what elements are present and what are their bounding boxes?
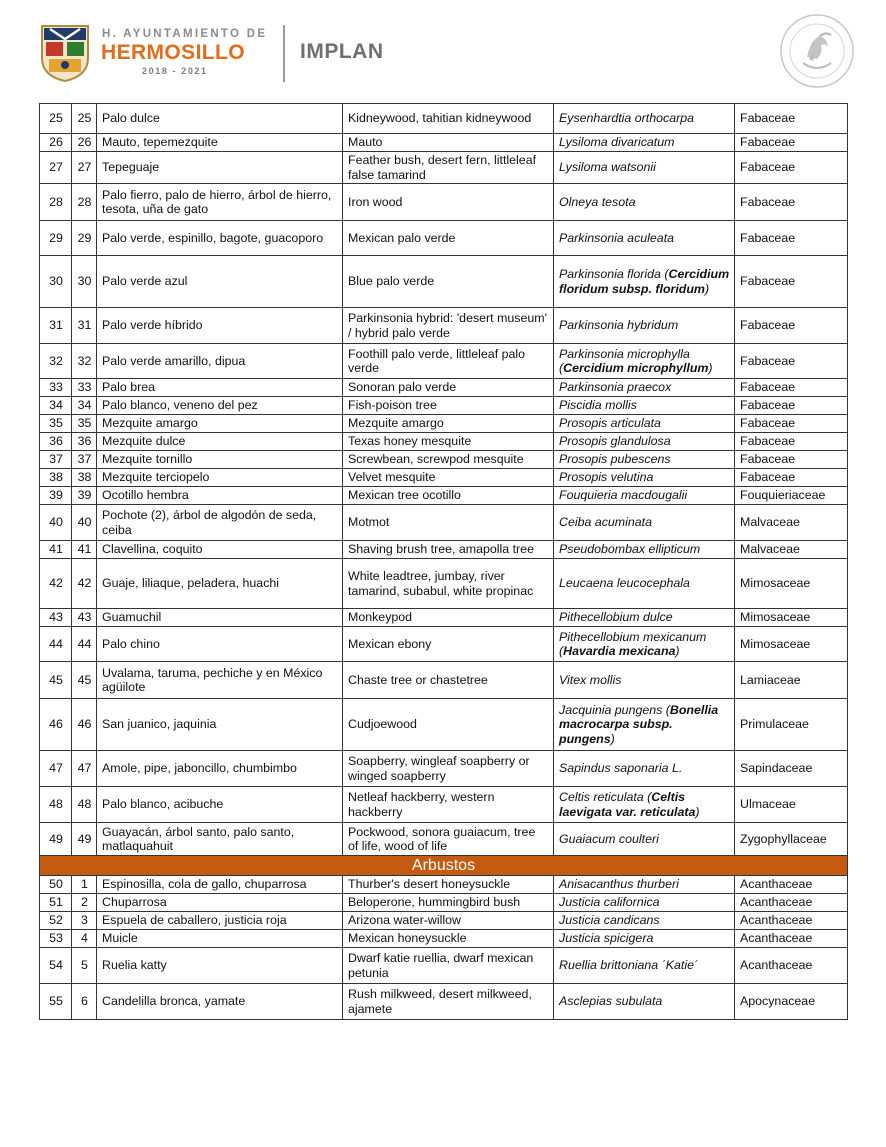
row-number-cell: 1 xyxy=(72,876,97,894)
scientific-name: Olneya tesota xyxy=(559,194,636,209)
row-number-cell: 3 xyxy=(72,912,97,930)
row-number-cell: 47 xyxy=(72,751,97,787)
scientific-name-cell xyxy=(554,559,735,609)
scientific-name: Justicia californica xyxy=(559,895,660,910)
table-row xyxy=(40,876,848,894)
row-id-cell: 27 xyxy=(40,152,72,184)
scientific-name-cell xyxy=(554,221,735,256)
family-cell: Fabaceae xyxy=(735,451,848,469)
row-number-cell: 25 xyxy=(72,104,97,134)
english-name-cell: Pockwood, sonora guaiacum, tree of life, wood of life xyxy=(343,823,554,856)
row-number-cell: 31 xyxy=(72,308,97,344)
row-number-cell: 48 xyxy=(72,787,97,823)
row-number-cell: 39 xyxy=(72,487,97,505)
table-row xyxy=(40,469,848,487)
english-name-cell: Feather bush, desert fern, littleleaf false tamarind xyxy=(343,152,554,184)
family-cell: Fabaceae xyxy=(735,379,848,397)
table-row xyxy=(40,751,848,787)
family-cell: Zygophyllaceae xyxy=(735,823,848,856)
scientific-name-cell xyxy=(554,451,735,469)
section-title: Arbustos xyxy=(40,856,848,876)
scientific-name: Lysiloma watsonii xyxy=(559,160,656,175)
row-id-cell: 35 xyxy=(40,415,72,433)
scientific-name-cell xyxy=(554,256,735,308)
scientific-name: Parkinsonia florida ( xyxy=(559,267,669,282)
family-cell: Primulaceae xyxy=(735,699,848,751)
table-row xyxy=(40,894,848,912)
scientific-name-cell xyxy=(554,104,735,134)
scientific-name-cell xyxy=(554,379,735,397)
english-name-cell: Arizona water-willow xyxy=(343,912,554,930)
common-name-cell: Mauto, tepemezquite xyxy=(97,134,343,152)
scientific-name: Guaiacum coulteri xyxy=(559,831,659,846)
scientific-name-cell xyxy=(554,487,735,505)
family-cell: Fabaceae xyxy=(735,469,848,487)
table-row xyxy=(40,134,848,152)
family-cell: Fabaceae xyxy=(735,397,848,415)
implan-logo: IMPLAN xyxy=(300,40,384,63)
family-cell: Sapindaceae xyxy=(735,751,848,787)
common-name-cell: Palo blanco, acibuche xyxy=(97,787,343,823)
plant-species-table xyxy=(39,103,848,1020)
common-name-cell: Palo verde híbrido xyxy=(97,308,343,344)
family-cell: Malvaceae xyxy=(735,505,848,541)
english-name-cell: Mexican tree ocotillo xyxy=(343,487,554,505)
scientific-name-cell xyxy=(554,415,735,433)
common-name-cell: Mezquite amargo xyxy=(97,415,343,433)
row-number-cell: 27 xyxy=(72,152,97,184)
english-name-cell: Mezquite amargo xyxy=(343,415,554,433)
scientific-synonym-close: ) xyxy=(695,804,700,819)
scientific-name: Prosopis pubescens xyxy=(559,452,671,467)
english-name-cell: Kidneywood, tahitian kidneywood xyxy=(343,104,554,134)
scientific-name: Vitex mollis xyxy=(559,672,622,687)
row-id-cell: 34 xyxy=(40,397,72,415)
scientific-name-cell xyxy=(554,984,735,1020)
table-row xyxy=(40,379,848,397)
scientific-name: Ruellia brittoniana ´Katie´ xyxy=(559,958,699,973)
table-row xyxy=(40,256,848,308)
row-id-cell: 28 xyxy=(40,184,72,221)
row-id-cell: 43 xyxy=(40,609,72,627)
row-number-cell: 34 xyxy=(72,397,97,415)
row-id-cell: 29 xyxy=(40,221,72,256)
english-name-cell: Blue palo verde xyxy=(343,256,554,308)
table-row xyxy=(40,948,848,984)
row-id-cell: 36 xyxy=(40,433,72,451)
row-id-cell: 37 xyxy=(40,451,72,469)
scientific-name-cell xyxy=(554,308,735,344)
english-name-cell: Beloperone, hummingbird bush xyxy=(343,894,554,912)
row-id-cell: 30 xyxy=(40,256,72,308)
row-number-cell: 44 xyxy=(72,627,97,662)
table-row xyxy=(40,541,848,559)
row-number-cell: 26 xyxy=(72,134,97,152)
scientific-name-cell xyxy=(554,787,735,823)
table-row xyxy=(40,487,848,505)
scientific-name-cell xyxy=(554,134,735,152)
english-name-cell: Rush milkweed, desert milkweed, ajamete xyxy=(343,984,554,1020)
family-cell: Acanthaceae xyxy=(735,930,848,948)
table-row xyxy=(40,344,848,379)
scientific-name: Anisacanthus thurberi xyxy=(559,877,679,892)
family-cell: Fabaceae xyxy=(735,134,848,152)
table-row xyxy=(40,505,848,541)
scientific-name-cell xyxy=(554,662,735,699)
scientific-name: Fouquieria macdougalii xyxy=(559,488,688,503)
page-header xyxy=(0,0,886,100)
scientific-synonym-close: ) xyxy=(610,731,615,746)
family-cell: Apocynaceae xyxy=(735,984,848,1020)
common-name-cell: Chuparrosa xyxy=(97,894,343,912)
row-number-cell: 45 xyxy=(72,662,97,699)
row-id-cell: 44 xyxy=(40,627,72,662)
english-name-cell: Sonoran palo verde xyxy=(343,379,554,397)
family-cell: Acanthaceae xyxy=(735,912,848,930)
scientific-name: Asclepias subulata xyxy=(559,994,663,1009)
table-row xyxy=(40,662,848,699)
english-name-cell: Mexican ebony xyxy=(343,627,554,662)
mexican-coat-of-arms-seal-icon xyxy=(779,13,855,89)
english-name-cell: Foothill palo verde, littleleaf palo verde xyxy=(343,344,554,379)
scientific-name: Prosopis glandulosa xyxy=(559,434,671,449)
scientific-synonym: Bonellia macrocarpa subsp. pungens xyxy=(559,702,719,746)
scientific-name-cell xyxy=(554,876,735,894)
common-name-cell: Palo blanco, veneno del pez xyxy=(97,397,343,415)
english-name-cell: Thurber's desert honeysuckle xyxy=(343,876,554,894)
row-number-cell: 42 xyxy=(72,559,97,609)
row-number-cell: 37 xyxy=(72,451,97,469)
family-cell: Lamiaceae xyxy=(735,662,848,699)
scientific-name-cell xyxy=(554,505,735,541)
scientific-name-cell xyxy=(554,627,735,662)
row-id-cell: 53 xyxy=(40,930,72,948)
section-header-row xyxy=(40,856,848,876)
family-cell: Fabaceae xyxy=(735,308,848,344)
row-number-cell: 49 xyxy=(72,823,97,856)
row-number-cell: 5 xyxy=(72,948,97,984)
table-row xyxy=(40,984,848,1020)
scientific-name: Pseudobombax ellipticum xyxy=(559,542,701,557)
english-name-cell: Cudjoewood xyxy=(343,699,554,751)
table-row xyxy=(40,609,848,627)
english-name-cell: Mexican palo verde xyxy=(343,221,554,256)
english-name-cell: Screwbean, screwpod mesquite xyxy=(343,451,554,469)
scientific-synonym: Cercidium microphyllum xyxy=(563,361,709,376)
row-id-cell: 52 xyxy=(40,912,72,930)
english-name-cell: Fish-poison tree xyxy=(343,397,554,415)
table-row xyxy=(40,433,848,451)
common-name-cell: Espinosilla, cola de gallo, chuparrosa xyxy=(97,876,343,894)
scientific-synonym: Havardia mexicana xyxy=(563,644,676,659)
family-cell: Mimosaceae xyxy=(735,627,848,662)
row-number-cell: 6 xyxy=(72,984,97,1020)
row-number-cell: 28 xyxy=(72,184,97,221)
common-name-cell: Mezquite dulce xyxy=(97,433,343,451)
scientific-name-cell xyxy=(554,397,735,415)
scientific-name: Prosopis articulata xyxy=(559,416,661,431)
table-row xyxy=(40,451,848,469)
family-cell: Fabaceae xyxy=(735,104,848,134)
table-row xyxy=(40,104,848,134)
scientific-name: Justicia spicigera xyxy=(559,931,654,946)
family-cell: Fabaceae xyxy=(735,221,848,256)
row-number-cell: 4 xyxy=(72,930,97,948)
family-cell: Fabaceae xyxy=(735,256,848,308)
row-id-cell: 49 xyxy=(40,823,72,856)
english-name-cell: Mexican honeysuckle xyxy=(343,930,554,948)
row-id-cell: 32 xyxy=(40,344,72,379)
scientific-name-cell xyxy=(554,184,735,221)
english-name-cell: Motmot xyxy=(343,505,554,541)
common-name-cell: San juanico, jaquinia xyxy=(97,699,343,751)
common-name-cell: Candelilla bronca, yamate xyxy=(97,984,343,1020)
row-id-cell: 51 xyxy=(40,894,72,912)
table-row xyxy=(40,152,848,184)
row-id-cell: 45 xyxy=(40,662,72,699)
english-name-cell: Dwarf katie ruellia, dwarf mexican petunia xyxy=(343,948,554,984)
table-row xyxy=(40,912,848,930)
family-cell: Fabaceae xyxy=(735,152,848,184)
common-name-cell: Guamuchil xyxy=(97,609,343,627)
table-row xyxy=(40,397,848,415)
common-name-cell: Tepeguaje xyxy=(97,152,343,184)
row-number-cell: 30 xyxy=(72,256,97,308)
row-id-cell: 50 xyxy=(40,876,72,894)
common-name-cell: Amole, pipe, jaboncillo, chumbimbo xyxy=(97,751,343,787)
table-row xyxy=(40,184,848,221)
header-divider xyxy=(283,25,285,82)
row-number-cell: 36 xyxy=(72,433,97,451)
family-cell: Acanthaceae xyxy=(735,876,848,894)
row-number-cell: 43 xyxy=(72,609,97,627)
family-cell: Mimosaceae xyxy=(735,559,848,609)
common-name-cell: Muicle xyxy=(97,930,343,948)
english-name-cell: Velvet mesquite xyxy=(343,469,554,487)
scientific-name: Parkinsonia aculeata xyxy=(559,230,675,245)
city-name: HERMOSILLO xyxy=(101,41,245,64)
scientific-synonym: Cercidium floridum subsp. floridum xyxy=(559,267,730,296)
common-name-cell: Palo chino xyxy=(97,627,343,662)
scientific-name-cell xyxy=(554,930,735,948)
scientific-name: Eysenhardtia orthocarpa xyxy=(559,111,695,126)
row-id-cell: 40 xyxy=(40,505,72,541)
scientific-name: Jacquinia pungens ( xyxy=(559,702,670,717)
scientific-synonym-close: ) xyxy=(675,644,680,659)
english-name-cell: Chaste tree or chastetree xyxy=(343,662,554,699)
common-name-cell: Palo verde amarillo, dipua xyxy=(97,344,343,379)
scientific-synonym-close: ) xyxy=(704,281,710,296)
family-cell: Malvaceae xyxy=(735,541,848,559)
common-name-cell: Mezquite terciopelo xyxy=(97,469,343,487)
row-id-cell: 47 xyxy=(40,751,72,787)
english-name-cell: Netleaf hackberry, western hackberry xyxy=(343,787,554,823)
table-row xyxy=(40,823,848,856)
row-id-cell: 38 xyxy=(40,469,72,487)
table-row xyxy=(40,415,848,433)
scientific-name: Celtis reticulata ( xyxy=(559,790,652,805)
row-id-cell: 46 xyxy=(40,699,72,751)
row-id-cell: 55 xyxy=(40,984,72,1020)
common-name-cell: Palo verde azul xyxy=(97,256,343,308)
scientific-name: Pithecellobium dulce xyxy=(559,610,673,625)
table-row xyxy=(40,930,848,948)
row-id-cell: 33 xyxy=(40,379,72,397)
family-cell: Ulmaceae xyxy=(735,787,848,823)
family-cell: Fouquieriaceae xyxy=(735,487,848,505)
row-number-cell: 33 xyxy=(72,379,97,397)
scientific-name: Justicia candicans xyxy=(559,913,660,928)
scientific-name-cell xyxy=(554,894,735,912)
family-cell: Fabaceae xyxy=(735,415,848,433)
scientific-synonym: Celtis laevigata var. reticulata xyxy=(559,790,696,819)
row-id-cell: 54 xyxy=(40,948,72,984)
scientific-name: Pithecellobium mexicanum ( xyxy=(559,629,707,659)
scientific-name-cell xyxy=(554,469,735,487)
scientific-name-cell xyxy=(554,948,735,984)
scientific-name: Prosopis velutina xyxy=(559,470,654,485)
common-name-cell: Palo fierro, palo de hierro, árbol de hierro, tesota, uña de gato xyxy=(97,184,343,221)
row-id-cell: 31 xyxy=(40,308,72,344)
common-name-cell: Mezquite tornillo xyxy=(97,451,343,469)
scientific-name-cell xyxy=(554,541,735,559)
table-row xyxy=(40,559,848,609)
english-name-cell: White leadtree, jumbay, river tamarind, subabul, white propinac xyxy=(343,559,554,609)
scientific-name: Sapindus saponaria L. xyxy=(559,761,683,776)
row-id-cell: 25 xyxy=(40,104,72,134)
common-name-cell: Palo verde, espinillo, bagote, guacoporo xyxy=(97,221,343,256)
family-cell: Mimosaceae xyxy=(735,609,848,627)
row-number-cell: 40 xyxy=(72,505,97,541)
scientific-name: Parkinsonia hybridum xyxy=(559,318,679,333)
ayuntamiento-label: H. AYUNTAMIENTO DE xyxy=(102,28,268,40)
common-name-cell: Espuela de caballero, justicia roja xyxy=(97,912,343,930)
scientific-name-cell xyxy=(554,823,735,856)
scientific-name: Parkinsonia microphylla ( xyxy=(559,346,690,376)
common-name-cell: Guaje, liliaque, peladera, huachi xyxy=(97,559,343,609)
common-name-cell: Guayacán, árbol santo, palo santo, matlaquahuit xyxy=(97,823,343,856)
row-id-cell: 39 xyxy=(40,487,72,505)
family-cell: Fabaceae xyxy=(735,184,848,221)
administration-years: 2018 - 2021 xyxy=(142,66,208,76)
table-row xyxy=(40,787,848,823)
common-name-cell: Palo dulce xyxy=(97,104,343,134)
common-name-cell: Ruelia katty xyxy=(97,948,343,984)
scientific-name: Parkinsonia praecox xyxy=(559,380,672,395)
english-name-cell: Texas honey mesquite xyxy=(343,433,554,451)
table-row xyxy=(40,627,848,662)
scientific-name-cell xyxy=(554,433,735,451)
scientific-name-cell xyxy=(554,912,735,930)
row-id-cell: 48 xyxy=(40,787,72,823)
common-name-cell: Pochote (2), árbol de algodón de seda, ceiba xyxy=(97,505,343,541)
hermosillo-crest-icon xyxy=(40,24,90,82)
family-cell: Acanthaceae xyxy=(735,948,848,984)
scientific-name: Leucaena leucocephala xyxy=(559,576,690,591)
table-row xyxy=(40,699,848,751)
table-row xyxy=(40,221,848,256)
common-name-cell: Clavellina, coquito xyxy=(97,541,343,559)
scientific-name-cell xyxy=(554,344,735,379)
family-cell: Fabaceae xyxy=(735,344,848,379)
english-name-cell: Shaving brush tree, amapolla tree xyxy=(343,541,554,559)
table-row xyxy=(40,308,848,344)
row-number-cell: 38 xyxy=(72,469,97,487)
scientific-name-cell xyxy=(554,699,735,751)
english-name-cell: Soapberry, wingleaf soapberry or winged soapberry xyxy=(343,751,554,787)
scientific-name: Lysiloma divaricatum xyxy=(559,135,675,150)
scientific-name-cell xyxy=(554,609,735,627)
family-cell: Acanthaceae xyxy=(735,894,848,912)
common-name-cell: Palo brea xyxy=(97,379,343,397)
row-number-cell: 32 xyxy=(72,344,97,379)
row-id-cell: 42 xyxy=(40,559,72,609)
english-name-cell: Parkinsonia hybrid: 'desert museum' / hybrid palo verde xyxy=(343,308,554,344)
row-number-cell: 41 xyxy=(72,541,97,559)
scientific-name: Piscidia mollis xyxy=(559,398,637,413)
scientific-name-cell xyxy=(554,751,735,787)
row-id-cell: 41 xyxy=(40,541,72,559)
english-name-cell: Iron wood xyxy=(343,184,554,221)
scientific-synonym-close: ) xyxy=(708,361,713,376)
row-number-cell: 2 xyxy=(72,894,97,912)
common-name-cell: Uvalama, taruma, pechiche y en México agüilote xyxy=(97,662,343,699)
row-number-cell: 35 xyxy=(72,415,97,433)
family-cell: Fabaceae xyxy=(735,433,848,451)
row-number-cell: 29 xyxy=(72,221,97,256)
english-name-cell: Monkeypod xyxy=(343,609,554,627)
scientific-name: Ceiba acuminata xyxy=(559,515,652,530)
scientific-name-cell xyxy=(554,152,735,184)
row-id-cell: 26 xyxy=(40,134,72,152)
row-number-cell: 46 xyxy=(72,699,97,751)
common-name-cell: Ocotillo hembra xyxy=(97,487,343,505)
english-name-cell: Mauto xyxy=(343,134,554,152)
